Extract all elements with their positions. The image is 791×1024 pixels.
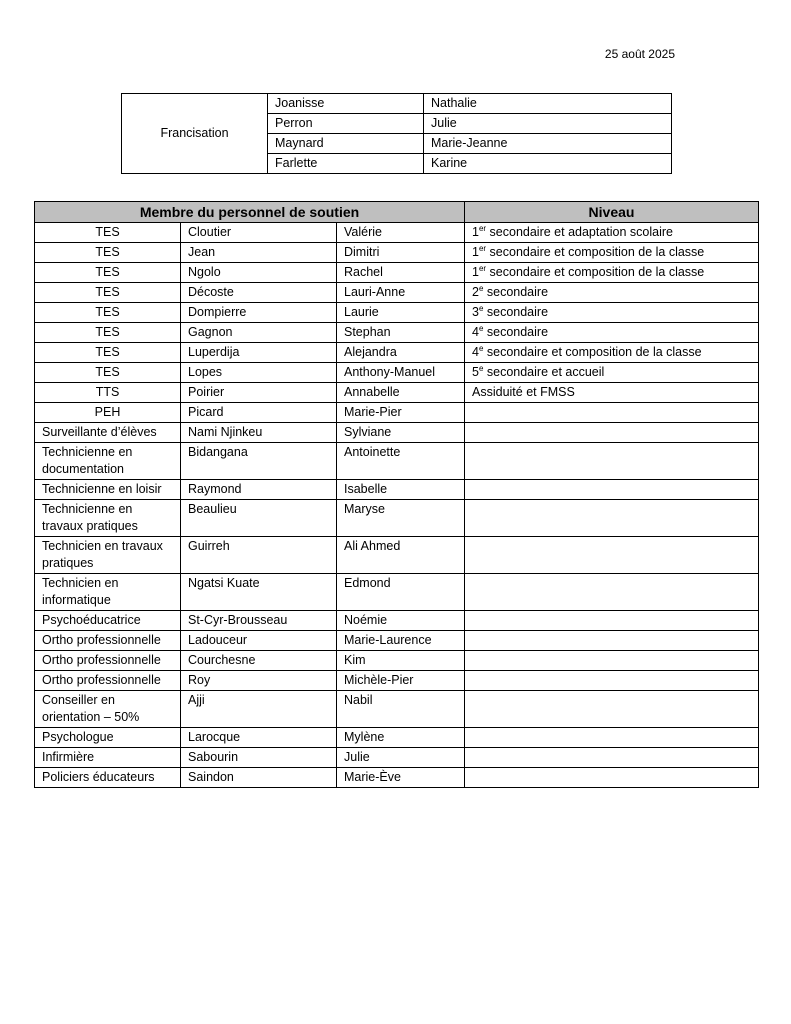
- level-cell: [465, 283, 759, 303]
- last-name-cell: Ajji: [181, 691, 337, 728]
- table-row: [35, 671, 759, 691]
- level-cell: [465, 443, 759, 480]
- last-name-cell: Luperdija: [181, 343, 337, 363]
- level-cell: [465, 651, 759, 671]
- francisation-label: Francisation: [122, 94, 268, 174]
- role-cell: Surveillante d’élèves: [35, 423, 181, 443]
- role-cell: PEH: [35, 403, 181, 423]
- table-row: [35, 443, 759, 480]
- table-row: [35, 537, 759, 574]
- level-text: secondaire: [483, 305, 549, 319]
- first-name-cell: Isabelle: [337, 480, 465, 500]
- table-row: [35, 728, 759, 748]
- first-name-cell: Rachel: [337, 263, 465, 283]
- level-cell: [465, 671, 759, 691]
- first-name-cell: Sylviane: [337, 423, 465, 443]
- last-name-cell: Nami Njinkeu: [181, 423, 337, 443]
- level-cell: [465, 480, 759, 500]
- level-ordinal: er: [478, 223, 487, 233]
- level-cell: [465, 537, 759, 574]
- role-cell: Infirmière: [35, 748, 181, 768]
- first-name-cell: Noémie: [337, 611, 465, 631]
- table-row: [35, 383, 759, 403]
- table-row: [122, 94, 672, 114]
- table-row: [35, 403, 759, 423]
- last-name-cell: Guirreh: [181, 537, 337, 574]
- role-cell: TES: [35, 323, 181, 343]
- table-row: [35, 611, 759, 631]
- last-name-cell: Décoste: [181, 283, 337, 303]
- level-cell: [465, 748, 759, 768]
- table-row: [35, 500, 759, 537]
- last-name-cell: Picard: [181, 403, 337, 423]
- role-cell: Technicienne en travaux pratiques: [35, 500, 181, 537]
- level-ordinal: e: [478, 303, 484, 313]
- role-cell: Ortho professionnelle: [35, 671, 181, 691]
- first-name-cell: Lauri-Anne: [337, 283, 465, 303]
- table-row: [35, 343, 759, 363]
- level-ordinal: er: [478, 243, 487, 253]
- first-name-cell: Laurie: [337, 303, 465, 323]
- level-text: secondaire et composition de la classe: [486, 265, 705, 279]
- level-cell: [465, 383, 759, 403]
- table-row: [35, 283, 759, 303]
- first-name-cell: Annabelle: [337, 383, 465, 403]
- role-cell: TES: [35, 363, 181, 383]
- level-number: Assiduité et FMSS: [472, 385, 575, 399]
- table-row: [35, 423, 759, 443]
- table-header-row: [35, 202, 759, 223]
- last-name-cell: Courchesne: [181, 651, 337, 671]
- last-name-cell: Bidangana: [181, 443, 337, 480]
- role-cell: Conseiller en orientation – 50%: [35, 691, 181, 728]
- table-row: [35, 748, 759, 768]
- level-cell: [465, 691, 759, 728]
- table-row: [35, 223, 759, 243]
- first-name-cell: Marie-Jeanne: [424, 134, 672, 154]
- first-name-cell: Antoinette: [337, 443, 465, 480]
- first-name-cell: Alejandra: [337, 343, 465, 363]
- header-level: Niveau: [465, 202, 759, 223]
- role-cell: Technicien en informatique: [35, 574, 181, 611]
- last-name-cell: Raymond: [181, 480, 337, 500]
- table-row: [35, 363, 759, 383]
- last-name-cell: Dompierre: [181, 303, 337, 323]
- last-name-cell: Poirier: [181, 383, 337, 403]
- level-ordinal: e: [478, 363, 484, 373]
- role-cell: TES: [35, 243, 181, 263]
- level-number: 3: [472, 305, 479, 319]
- role-cell: TES: [35, 303, 181, 323]
- last-name-cell: Saindon: [181, 768, 337, 788]
- last-name-cell: Ngolo: [181, 263, 337, 283]
- role-cell: Technicien en travaux pratiques: [35, 537, 181, 574]
- role-cell: TES: [35, 223, 181, 243]
- role-cell: TES: [35, 263, 181, 283]
- last-name-cell: Ngatsi Kuate: [181, 574, 337, 611]
- last-name-cell: Roy: [181, 671, 337, 691]
- table-row: [35, 323, 759, 343]
- level-text: secondaire et composition de la classe: [483, 345, 702, 359]
- first-name-cell: Anthony-Manuel: [337, 363, 465, 383]
- table-row: [35, 631, 759, 651]
- level-text: secondaire et accueil: [483, 365, 605, 379]
- level-cell: [465, 323, 759, 343]
- table-row: [35, 243, 759, 263]
- first-name-cell: Marie-Ève: [337, 768, 465, 788]
- table-row: [35, 303, 759, 323]
- level-number: 1: [472, 225, 479, 239]
- first-name-cell: Stephan: [337, 323, 465, 343]
- last-name-cell: Lopes: [181, 363, 337, 383]
- role-cell: TTS: [35, 383, 181, 403]
- last-name-cell: Gagnon: [181, 323, 337, 343]
- role-cell: Ortho professionnelle: [35, 631, 181, 651]
- level-cell: [465, 303, 759, 323]
- level-number: 4: [472, 345, 479, 359]
- level-number: 1: [472, 245, 479, 259]
- first-name-cell: Edmond: [337, 574, 465, 611]
- role-cell: TES: [35, 283, 181, 303]
- last-name-cell: Perron: [268, 114, 424, 134]
- level-cell: [465, 574, 759, 611]
- level-cell: [465, 363, 759, 383]
- role-cell: Technicienne en loisir: [35, 480, 181, 500]
- role-cell: Psychoéducatrice: [35, 611, 181, 631]
- level-cell: [465, 223, 759, 243]
- level-ordinal: e: [478, 343, 484, 353]
- role-cell: Technicienne en documentation: [35, 443, 181, 480]
- level-cell: [465, 611, 759, 631]
- table-row: [35, 651, 759, 671]
- first-name-cell: Karine: [424, 154, 672, 174]
- first-name-cell: Nathalie: [424, 94, 672, 114]
- first-name-cell: Valérie: [337, 223, 465, 243]
- last-name-cell: Larocque: [181, 728, 337, 748]
- first-name-cell: Michèle-Pier: [337, 671, 465, 691]
- table-row: [35, 480, 759, 500]
- first-name-cell: Dimitri: [337, 243, 465, 263]
- table-row: [35, 574, 759, 611]
- level-number: 1: [472, 265, 479, 279]
- level-cell: [465, 728, 759, 748]
- last-name-cell: Beaulieu: [181, 500, 337, 537]
- level-number: 4: [472, 325, 479, 339]
- last-name-cell: St-Cyr-Brousseau: [181, 611, 337, 631]
- table-row: [35, 263, 759, 283]
- last-name-cell: Ladouceur: [181, 631, 337, 651]
- first-name-cell: Maryse: [337, 500, 465, 537]
- table-row: [35, 691, 759, 728]
- role-cell: Policiers éducateurs: [35, 768, 181, 788]
- francisation-table: [121, 93, 672, 174]
- level-ordinal: e: [478, 323, 484, 333]
- level-cell: [465, 243, 759, 263]
- role-cell: Ortho professionnelle: [35, 651, 181, 671]
- level-text: secondaire et adaptation scolaire: [486, 225, 674, 239]
- first-name-cell: Marie-Pier: [337, 403, 465, 423]
- first-name-cell: Nabil: [337, 691, 465, 728]
- header-member: Membre du personnel de soutien: [35, 202, 465, 223]
- support-staff-table: [34, 201, 759, 788]
- level-cell: [465, 500, 759, 537]
- last-name-cell: Maynard: [268, 134, 424, 154]
- role-cell: Psychologue: [35, 728, 181, 748]
- first-name-cell: Julie: [424, 114, 672, 134]
- level-cell: [465, 768, 759, 788]
- first-name-cell: Julie: [337, 748, 465, 768]
- first-name-cell: Ali Ahmed: [337, 537, 465, 574]
- last-name-cell: Jean: [181, 243, 337, 263]
- first-name-cell: Kim: [337, 651, 465, 671]
- document-date: 25 août 2025: [604, 47, 675, 61]
- first-name-cell: Mylène: [337, 728, 465, 748]
- level-number: 2: [472, 285, 479, 299]
- first-name-cell: Marie-Laurence: [337, 631, 465, 651]
- level-cell: [465, 343, 759, 363]
- level-cell: [465, 423, 759, 443]
- table-row: [35, 768, 759, 788]
- level-cell: [465, 263, 759, 283]
- role-cell: TES: [35, 343, 181, 363]
- level-cell: [465, 631, 759, 651]
- level-ordinal: er: [478, 263, 487, 273]
- last-name-cell: Joanisse: [268, 94, 424, 114]
- level-text: secondaire et composition de la classe: [486, 245, 705, 259]
- level-text: secondaire: [483, 325, 549, 339]
- last-name-cell: Farlette: [268, 154, 424, 174]
- last-name-cell: Cloutier: [181, 223, 337, 243]
- level-text: secondaire: [483, 285, 549, 299]
- level-number: 5: [472, 365, 479, 379]
- level-cell: [465, 403, 759, 423]
- last-name-cell: Sabourin: [181, 748, 337, 768]
- level-ordinal: e: [478, 283, 484, 293]
